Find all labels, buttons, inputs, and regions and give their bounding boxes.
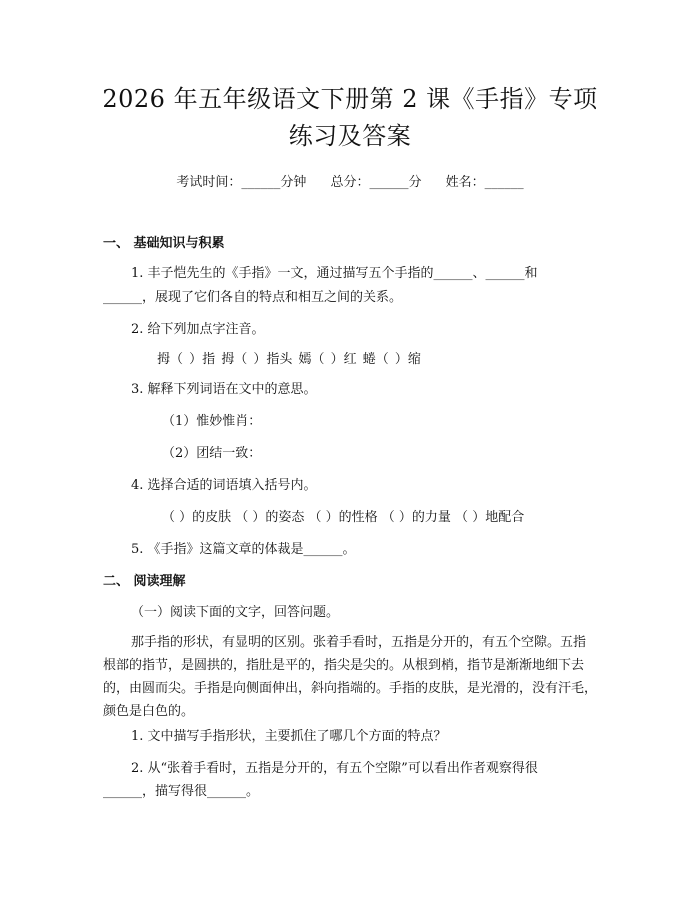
s2-question2-line1: 2. 从“张着手看时，五指是分开的，有五个空隙”可以看出作者观察得很	[131, 761, 538, 776]
exam-meta	[0, 171, 700, 190]
exam-time-field: 考试时间：______分钟	[176, 175, 307, 190]
section2-heading: 二、 阅读理解	[103, 574, 186, 589]
s1-question3-a: （1）惟妙惟肖：	[162, 414, 262, 429]
s2-subsection1: （一）阅读下面的文字，回答问题。	[131, 605, 340, 620]
s1-question1-line1: 1. 丰子恺先生的《手指》一文，通过描写五个手指的______、______和	[131, 266, 538, 281]
document-title-line2: 练习及答案	[288, 122, 412, 150]
s1-question4: 4. 选择合适的词语填入括号内。	[131, 478, 317, 493]
s1-question4-items: （ ）的皮肤 （ ）的姿态 （ ）的性格 （ ）的力量 （ ）地配合	[162, 510, 525, 525]
s1-question2: 2. 给下列加点字注音。	[131, 322, 265, 337]
section1-heading: 一、 基础知识与积累	[103, 236, 225, 251]
student-name-field: 姓名：______	[445, 175, 524, 190]
s2-reading-passage: 那手指的形状，有显明的区别。张着手看时，五指是分开的，有五个空隙。五指根部的指节，是圆拱的，指肚是平的，指尖是尖的。从根到梢，指节是渐渐地细下去的，由圆而尖。手指是向侧面伸出，斜向指端的。手指的皮肤，是光滑的，没有汗毛，颜色是白色的。	[103, 635, 598, 719]
s1-question1-line2: ______，展现了它们各自的特点和相互之间的关系。	[103, 290, 403, 305]
s1-question5: 5. 《手指》这篇文章的体裁是______。	[131, 542, 356, 557]
s1-question3: 3. 解释下列词语在文中的意思。	[131, 382, 317, 397]
total-score-field: 总分：______分	[330, 175, 422, 190]
document-title-line1: 2026 年五年级语文下册第 2 课《手指》专项	[102, 85, 598, 113]
s1-question2-items: 拇（ ）指 拇（ ）指头 嫣（ ）红 蜷（ ）缩	[157, 352, 421, 367]
s2-question1: 1. 文中描写手指形状，主要抓住了哪几个方面的特点？	[131, 729, 447, 744]
s1-question3-b: （2）团结一致：	[162, 446, 262, 461]
s2-question2-line2: ______，描写得很______。	[103, 784, 260, 799]
